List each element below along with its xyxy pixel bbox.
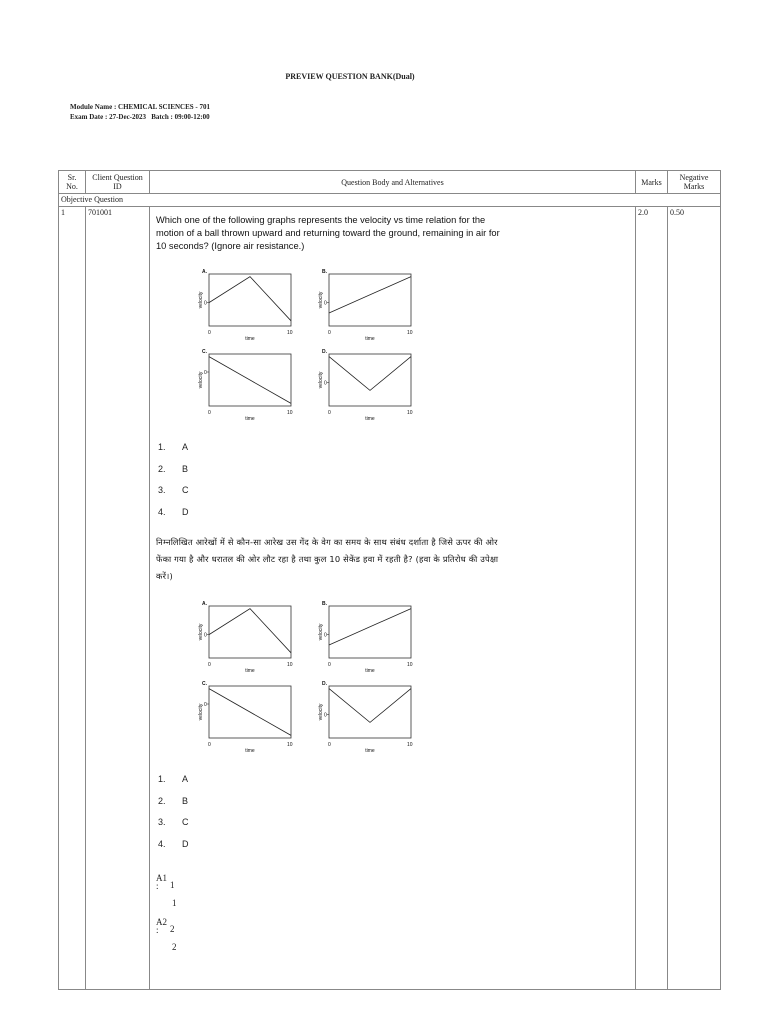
velocity-line	[209, 277, 291, 321]
velocity-line	[329, 277, 411, 313]
graph-letter: A.	[202, 269, 207, 275]
answer-list	[156, 874, 633, 962]
graph-letter: D.	[322, 349, 327, 355]
option-item: 2. B	[158, 463, 189, 474]
x-tick-label: 10	[287, 742, 293, 748]
x-tick-label: 0	[328, 662, 331, 668]
marks: 2.0	[636, 207, 668, 990]
y-axis-label: velocity	[318, 371, 324, 389]
option-item: 4. D	[158, 506, 189, 517]
x-tick-label: 10	[407, 742, 413, 748]
graph-panel	[318, 269, 413, 342]
option-item: 3. C	[158, 817, 189, 827]
option-item: 1. A	[158, 442, 189, 452]
graph-panel	[198, 349, 293, 422]
graph-letter: C.	[202, 349, 207, 355]
x-tick-label: 10	[407, 662, 413, 668]
option-item: 1. A	[158, 774, 189, 784]
x-tick-label: 0	[208, 742, 211, 748]
graph-frame	[329, 686, 411, 738]
graph-panel	[198, 269, 293, 342]
y-axis-label: velocity	[198, 371, 204, 389]
graph-svg	[192, 599, 442, 764]
y-axis-label: velocity	[318, 703, 324, 721]
question-text-en: Which one of the following graphs represents the velocity vs time relation for the motion of a ball thrown upward and returning toward the ground, remaining in air for 10 seconds? (Ignore air resistance.)	[156, 215, 500, 251]
graph-panel	[198, 601, 293, 674]
client-question-id: 701001	[86, 207, 150, 990]
option-item: 4. D	[158, 838, 189, 849]
x-axis-label: time	[365, 668, 375, 674]
graph-set-hi	[192, 599, 532, 764]
graph-letter: B.	[322, 269, 327, 275]
graph-letter: B.	[322, 601, 327, 607]
velocity-line	[209, 357, 291, 404]
x-tick-label: 0	[208, 330, 211, 336]
y-axis-label: velocity	[198, 703, 204, 721]
velocity-line	[329, 357, 411, 391]
y-axis-label: velocity	[198, 623, 204, 641]
graph-svg	[192, 267, 442, 432]
graph-frame	[209, 274, 291, 326]
section-row	[59, 194, 721, 207]
module-name: Module Name : CHEMICAL SCIENCES - 701	[70, 103, 211, 111]
x-tick-label: 10	[287, 330, 293, 336]
x-tick-label: 0	[328, 742, 331, 748]
graph-panel	[318, 601, 413, 674]
table-row	[59, 207, 721, 990]
answer-item: A1 : 1	[156, 873, 175, 891]
y-zero-label: 0	[324, 380, 327, 387]
page-title: PREVIEW QUESTION BANK(Dual)	[285, 72, 415, 81]
section-label: Objective Question	[59, 194, 721, 207]
question-table	[58, 170, 721, 990]
sr-no: 1	[59, 207, 86, 990]
graph-panel	[198, 681, 293, 754]
velocity-line	[329, 689, 411, 723]
graph-letter: C.	[202, 681, 207, 687]
y-zero-label: 0	[204, 300, 207, 307]
x-axis-label: time	[245, 336, 255, 342]
x-tick-label: 0	[328, 330, 331, 336]
graph-letter: A.	[202, 601, 207, 607]
y-zero-label: 0	[324, 712, 327, 719]
x-axis-label: time	[365, 416, 375, 422]
x-tick-label: 10	[287, 410, 293, 416]
y-zero-label: 0	[204, 702, 207, 708]
col-question-body: Question Body and Alternatives	[150, 171, 636, 194]
option-item: 2. B	[158, 795, 189, 806]
col-marks: Marks	[636, 171, 668, 194]
velocity-line	[209, 689, 291, 736]
y-zero-label: 0	[324, 632, 327, 639]
col-client-id: Client Question ID	[86, 171, 150, 194]
graph-letter: D.	[322, 681, 327, 687]
question-text-hi: निम्नलिखित आरेखों में से कौन-सा आरेख उस गेंद के वेग का समय के साथ संबंध दर्शाता है जिसे ऊपर की ओर फेंका गया है और धरातल की ओर लौट रहा है तथा कुल 10 सेकेंड हवा में रहती है? (हवा के प्रतिरोध की उपेक्षा करें।)	[156, 537, 499, 581]
velocity-line	[329, 609, 411, 645]
velocity-line	[209, 609, 291, 653]
answer-item: A2 : 2	[156, 917, 175, 935]
negative-marks: 0.50	[668, 207, 721, 990]
options-en	[158, 442, 633, 528]
x-tick-label: 10	[407, 410, 413, 416]
question-body	[150, 207, 636, 990]
x-tick-label: 10	[287, 662, 293, 668]
x-axis-label: time	[245, 668, 255, 674]
x-tick-label: 0	[208, 410, 211, 416]
table-header-row	[59, 171, 721, 194]
graph-frame	[329, 354, 411, 406]
col-negative-marks: Negative Marks	[668, 171, 721, 194]
y-axis-label: velocity	[318, 623, 324, 641]
x-tick-label: 0	[328, 410, 331, 416]
y-axis-label: velocity	[318, 291, 324, 309]
y-zero-label: 0	[204, 632, 207, 639]
y-axis-label: velocity	[198, 291, 204, 309]
options-hi	[158, 774, 633, 860]
x-axis-label: time	[365, 336, 375, 342]
answer-sub: 1	[172, 898, 177, 908]
x-tick-label: 10	[407, 330, 413, 336]
y-zero-label: 0	[204, 370, 207, 376]
exam-date-batch: Exam Date : 27-Dec-2023 Batch : 09:00-12:00	[70, 113, 210, 121]
answer-sub: 2	[172, 942, 177, 952]
graph-set-en	[192, 267, 532, 432]
x-axis-label: time	[365, 748, 375, 754]
x-axis-label: time	[245, 416, 255, 422]
exam-meta	[70, 102, 210, 122]
x-axis-label: time	[245, 748, 255, 754]
col-sr-no: Sr. No.	[59, 171, 86, 194]
option-item: 3. C	[158, 485, 189, 495]
y-zero-label: 0	[324, 300, 327, 307]
graph-panel	[318, 681, 413, 754]
x-tick-label: 0	[208, 662, 211, 668]
graph-panel	[318, 349, 413, 422]
graph-frame	[209, 606, 291, 658]
